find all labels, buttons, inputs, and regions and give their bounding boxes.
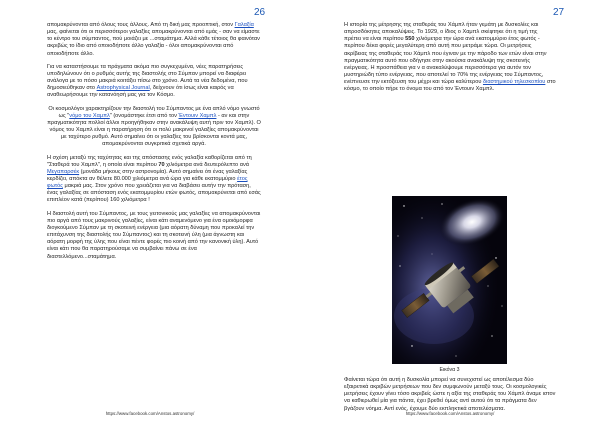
page-number: 26 xyxy=(254,7,266,18)
page-footer: https://www.facebook.com/Anstos.astronomy/ xyxy=(105,411,195,416)
light-year-link[interactable]: έτος φωτός xyxy=(47,175,248,190)
paragraph: απομακρύνονται από όλους τους άλλους. Από τη δική μας προοπτική, στον Γαλαξία μας, φαίνεται ότι οι περισσότεροι γαλαξίες απομακρύνονται από εμάς - σαν να είμαστε το κέντρο του σύμπαντος, πού μοιάζει με ...σταμάτημα. Αλλά κάθε τέτοιος θα φαινόταν ακριβώς το ίδιο από οποιοδήποτε άλλο γαλαξία - όλοι απομακρύνονται από οποιοδήποτε άλλο. xyxy=(47,22,260,57)
paragraph: Η ιστορία της μέτρησης της σταθεράς του Χάμπλ ήταν γεμάτη με δυσκολίες και απροσδόκητες αποκαλύψεις. Το 1929, ο ίδιος ο Χαμπλ σκέφτηκε ότι η τιμή της πρέπει να είναι περίπου 550 χιλιόμετρα την ώρα ανά εκατομμύριο έτος φωτός - περίπου δέκα φορές μεγαλύτερη από αυτή που μετράμε τώρα. Οι μετρήσεις ακρίβειας της σταθεράς του Χάμπλ που έγιναν με την πάροδο των ετών είναι στην πραγματικότητα αυτό που οδήγησε στην ακούσια ανακάλυψη της σκοτεινής ενέργειας. Η προσπάθεια για ν α ανακαλύψουμε περισσότερα για αυτόν τον μυστηριώδη τύπο ενέργειας, που αποτελεί το 70% της ενέργειας του Σύμπαντος, ενέπνευσε την εκτόξευση του μέχρι και τώρα καλύτερου διαστημικού τηλεσκοπίου στο κόσμο, το οποίο πήρε το όνομα του από τον Έντουιν Χαμπλ. xyxy=(344,22,556,93)
hubble-telescope-image xyxy=(392,196,507,364)
paragraph: Οι κοσμολόγοι χαρακτηρίζουν την διαστολή του Σύμπαντος με ένα απλό νόμο γνωστό ως "νόμο του Χαμπλ" (ονομάστηκε έτσι από τον Έντουιν Χαμπλ - αν και στην πραγματικότητα πολλοί άλλοι προηγήθηκαν στην ανακάλυψη αυτή πριν τον Χαμπλ). Ο νόμος του Χαμπλ είναι η παρατήρηση ότι οι πολύ μακρινοί γαλαξίες απομακρύνονται με ταχύτερο ρυθμό. Αυτό σημαίνει ότι οι γαλαξίες του βρίσκονται κοντά μας, απομακρύνονται συγκριτικά σχετικά αργά. xyxy=(47,105,261,148)
paragraph: Για να καταστήσουμε τα πράγματα ακόμα πιο συγκεχυμένα, νέες παρατηρήσεις υποδηλώνουν ότι ο ρυθμός αυτής της διαστολής στο Σύμπαν μπορεί να διαφέρει ανάλογα με το πόσο μακριά κοιτάξει πίσω στο χρόνο. Αυτά τα νέα δεδομένα, που δημοσιεύθηκαν στο Astrophysical Journal, δείχνουν ότι ίσως είναι καιρός να αναθεωρήσουμε την κατανόησή μας για τον Κόσμο. xyxy=(47,63,248,99)
paragraph: Η διαστολή αυτή του Σύμπαντος, με τους γειτονικούς μας γαλαξίες να απομακρύνονται πιο αργά από τους μακρινούς γαλαξίες, είναι κάτι αναμενόμενο για ένα ομοιόμορφα διογκούμενο Σύμπαν με τη σκοτεινή ενέργεια (μια αόρατη δύναμη που προκαλεί την επιτάχυνση της διαστολής του Σύμπαντος) και τη σκοτεινή ύλη (μια άγνωστη και αόρατη μορφή της ύλης που είναι πέντε φορές πιο κοινή από την κανονική ύλη). Αυτό είναι κάτι που θα παρατηρούσαμε να συμβαίνει πάνω σε ένα διαστελλόμενο...σταμάτημα. xyxy=(47,210,261,260)
astrophysical-journal-link[interactable]: Astrophysical Journal xyxy=(96,85,150,92)
megaparsec-link[interactable]: Μεγαπαρσέκ xyxy=(47,168,80,175)
right-page xyxy=(300,0,600,424)
space-telescope-link[interactable]: διαστημικού τηλεσκοπίου xyxy=(482,79,546,86)
hubble-law-link[interactable]: νόμο του Χαμπλ xyxy=(69,112,110,119)
galaxy-link[interactable]: Γαλαξία xyxy=(234,22,254,28)
right-text-column xyxy=(344,22,556,100)
left-text-column xyxy=(47,22,261,267)
page-number: 27 xyxy=(553,7,565,18)
paragraph: Η σχέση μεταξύ της ταχύτητας και της απόστασης ενός γαλαξία καθορίζεται από τη "Σταθερά του Χαμπλ", η οποία είναι περίπου 70 χιλιόμετρα ανά δευτερόλεπτο ανά Μεγαπαρσέκ (μονάδα μήκους στην αστρονομία). Αυτό σημαίνει ότι ένας γαλαξίας κερδίζει, απόκτα αν θέλετε 80.000 χιλιόμετρα ανά ώρα για κάθε εκατομμύριο έτος φωτός μακριά μας. Στον χρόνο που χρειάζεται για να διαβάσει αυτήν την πρόταση, ένας γαλαξίας σε απόσταση ενός εκατομμυρίου ετών φωτός, απομακρύνεται από εσάς επιπλέον κατά (περίπου) 160 χιλιόμετρα ! xyxy=(47,154,261,204)
paragraph: Φαίνεται τώρα ότι αυτή η δυσκολία μπορεί να συνεχιστεί ως αποτέλεσμα δύο εξαιρετικά ακριβών μετρήσεων που δεν συμφωνούν μεταξύ τους. Οι κοσμολογικές μετρήσεις έχουν γίνει τόσο ακριβείς ώστε η αξία της σταθεράς του Χάμπλ άναμε ιστον να καθιερωθεί μία για πάντα, έχει βρεθεί όμως αντί αυτού ότι τα πράγματα δεν βγάζουν νόημα. Αντί ενός, έχουμε δύο εκπληκτικά αποτελέσματα. xyxy=(344,377,556,412)
figure-caption: Εικόνα 3 xyxy=(439,367,460,373)
edwin-hubble-link[interactable]: Έντουιν Χαμπλ xyxy=(178,112,217,119)
telescope-illustration xyxy=(392,196,507,364)
page-footer: https://www.facebook.com/Anstos.astronomy/ xyxy=(405,411,495,416)
